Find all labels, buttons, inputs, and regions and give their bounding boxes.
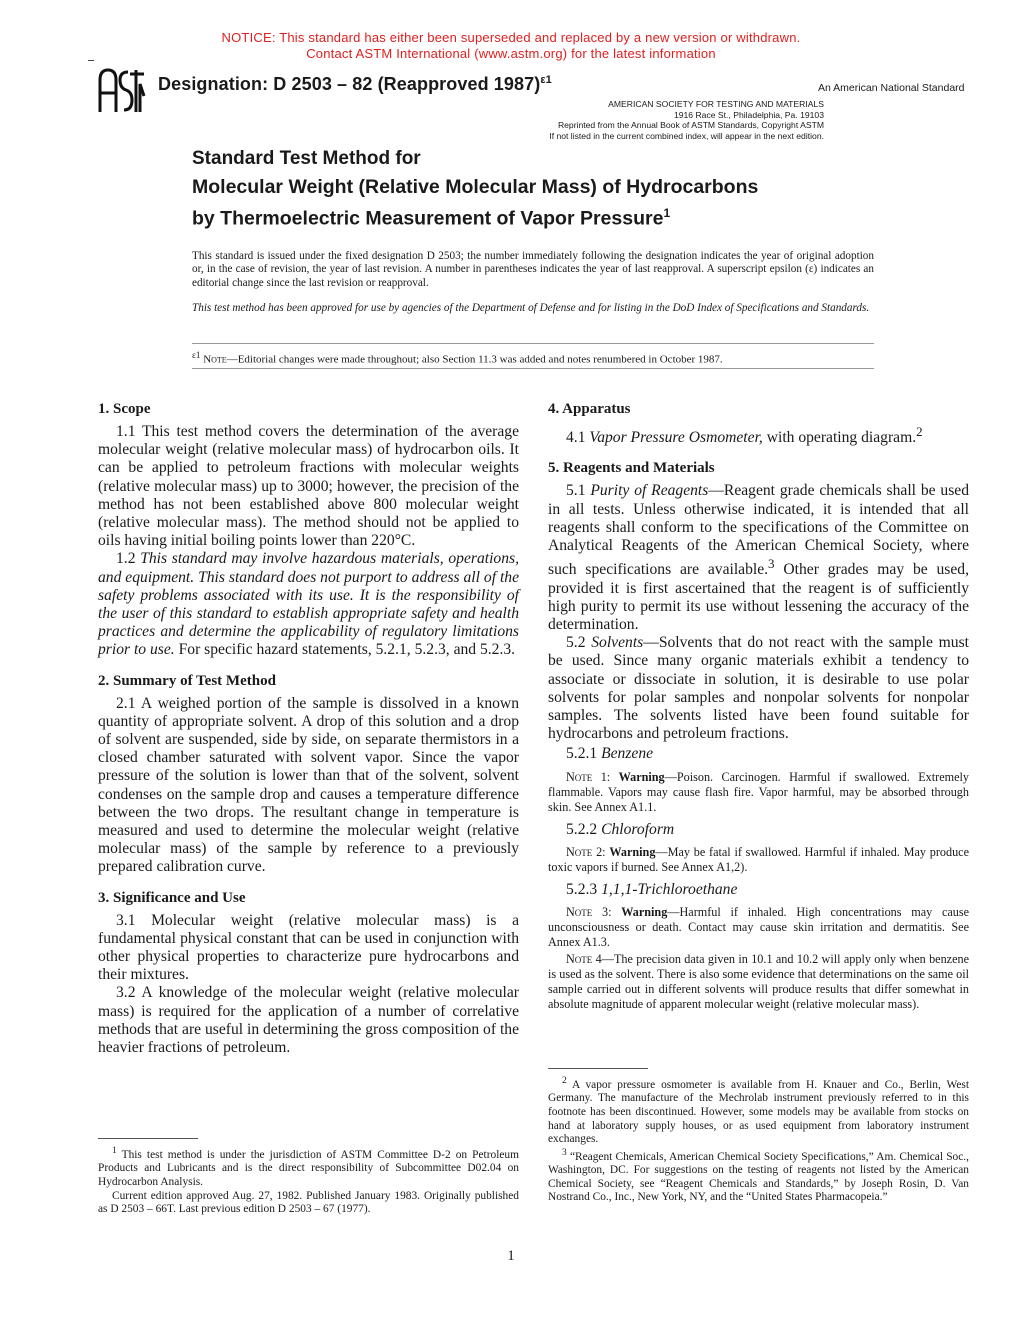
paragraph-5-2-3-num: 5.2.3 [566, 880, 598, 898]
title-line-3 [192, 200, 892, 232]
note-3 [548, 905, 969, 950]
editorial-note [192, 349, 874, 367]
paragraph-5-2-1-italic: Benzene [601, 745, 654, 763]
paragraph-4-1-italic: Vapor Pressure Osmometer, [589, 429, 763, 447]
footnote-1 [98, 1145, 519, 1190]
paragraph-5-2-num: 5.2 [566, 634, 586, 652]
society-line: AMERICAN SOCIETY FOR TESTING AND MATERIALS [608, 99, 824, 109]
title-footnote-mark: 1 [663, 206, 671, 220]
paragraph-5-2-3-italic: 1,1,1-Trichloroethane [601, 880, 738, 898]
note-rule-bottom [192, 368, 874, 369]
paragraph-5-1-b: Other grades may be used, provided it is first ascertained that the reagent is of sufficiently high purity to permit its use without lessening the accuracy of the determination. [548, 561, 969, 633]
paragraph-5-2-italic: Solvents [591, 634, 644, 652]
footnotes-left [98, 1138, 519, 1217]
footnote-2-mark: 2 [562, 1076, 567, 1086]
designation-text: Designation: D 2503 – 82 (Reapproved 1987) [158, 74, 541, 94]
footnotes-right [548, 1068, 969, 1205]
paragraph-5-2-1-num: 5.2.1 [566, 745, 598, 763]
paragraph-5-1-sup: 3 [768, 556, 775, 572]
title-line-3-text: by Thermoelectric Measurement of Vapor Pressure [192, 207, 664, 230]
footnote-2-text: A vapor pressure osmometer is available from H. Knauer and Co., Berlin, West Germany. The manufacture of the Mechrolab instrument previously referred to in this footnote has been discontinued. However, some models may be available from stocks on hand at laboratory supply houses, or as used equipment from laboratory instrument exchanges. [548, 1078, 969, 1146]
american-national-standard: An American National Standard [818, 82, 965, 94]
paragraph-4-1-rest: with operating diagram. [766, 429, 917, 447]
paragraph-1-2-rest: For specific hazard statements, 5.2.1, 5.2.3, and 5.2.3. [178, 641, 516, 659]
note-2-warning: Warning [609, 844, 656, 859]
note-4-text: —The precision data given in 10.1 and 10.2 will apply only when benzene is used as the solvent. There is also some evidence that determinations on the same oil sample carried out in different solvents will produce results that differ somewhat in absolute magnitude of apparent molecular weight (relative molecular mass). [548, 952, 969, 1012]
document-title [192, 148, 892, 232]
section-heading-summary: 2. Summary of Test Method [98, 672, 276, 689]
paragraph-5-2-3 [548, 881, 969, 899]
section-heading-significance: 3. Significance and Use [98, 889, 246, 906]
paragraph-3-2: 3.2 A knowledge of the molecular weight (relative molecular mass) is required for the application of a number of correlative methods that are useful in determining the gross composition of the heavier fractions of petroleum. [98, 984, 519, 1057]
paragraph-5-2-rest: —Solvents that do not react with the sample must be used. Since many organic materials exhibit a tendency to associate or dissociate in solution, it is desirable to use polar solvents for polar samples and nonpolar solvents for nonpolar samples. The solvents listed have been found suitable for hydrocarbons and petroleum fractions. [548, 634, 969, 743]
dod-approval-paragraph: This test method has been approved for use by agencies of the Department of Defense and for listing in the DoD Index of Specifications and Standards. [192, 302, 870, 314]
paragraph-5-1-a: —Reagent grade chemicals shall be used in all tests. Unless otherwise indicated, it is intended that all reagents shall conform to the specifications of the Committee on Analytical Reagents of the American Chemical Society, where such specifications are available. [548, 482, 969, 579]
editorial-note-label: Note [203, 353, 227, 366]
section-heading-reagents: 5. Reagents and Materials [548, 460, 715, 477]
note-3-text: —Harmful if inhaled. High concentrations may cause unconsciousness or death. Contact may cause skin irritation and dermatitis. See Annex A1.3. [548, 905, 970, 950]
paragraph-4-1-num: 4.1 [566, 429, 586, 447]
footnote-1-mark: 1 [112, 1146, 117, 1156]
footnote-rule [98, 1138, 198, 1139]
footnote-3-text: “Reagent Chemicals, American Chemical Society Specifications,” Am. Chemical Soc., Washington, DC. For suggestions on the testing of reagents not listed by the American Chemical Society, see “Reagent Chemicals and Standards,” by Joseph Rosin, D. Van Nostrand Co., Inc., New York, NY, and the “United States Pharmacopeia.” [548, 1150, 969, 1204]
note-4-label: Note 4 [566, 952, 602, 967]
society-line: Reprinted from the Annual Book of ASTM Standards, Copyright ASTM [557, 120, 824, 131]
paragraph-3-1: 3.1 Molecular weight (relative molecular mass) is a fundamental physical constant that can be used in conjunction with other physical properties to characterize pure hydrocarbons and their mixtures. [98, 911, 519, 984]
notice-banner [0, 30, 1022, 62]
note-rule-top [192, 343, 874, 344]
footnote-rule [548, 1068, 648, 1069]
paragraph-4-1 [548, 423, 969, 447]
left-column [98, 400, 519, 1057]
paragraph-2-1: 2.1 A weighed portion of the sample is dissolved in a known quantity of appropriate solvent. A drop of this solution and a drop of solvent are suspended, side by side, on separate thermistors in a closed chamber saturated with solvent vapor. Since the vapor pressure of the solution is lower than that of the solvent, solvent condenses on the sample drop and causes a temperature difference between the two drops. The resultant change in temperature is measured and used to determine the molecular weight (relative molecular mass) of the sample by reference to a previously prepared calibration curve. [98, 694, 519, 876]
society-line: 1916 Race St., Philadelphia, Pa. 19103 [673, 109, 824, 120]
right-column [548, 400, 969, 1018]
note-1 [548, 770, 969, 815]
note-2 [548, 845, 969, 875]
note-3-label: Note 3: [566, 905, 612, 920]
astm-logo-icon [96, 66, 148, 116]
note-1-text: —Poison. Carcinogen. Harmful if swallowed. Extremely flammable. Vapors may cause flash fire. Vapor harmful, may be absorbed through skin. See Annex A1.1. [548, 769, 969, 814]
footnote-3 [548, 1147, 969, 1205]
paragraph-5-1-num: 5.1 [566, 482, 586, 500]
paragraph-1-2-italic: This standard may involve hazardous materials, operations, and equipment. This standard does not purport to address all of the safety problems associated with its use. It is the responsibility of the user of this standard to establish appropriate safety and health practices and determine the applicability of regulatory limitations prior to use. [98, 550, 519, 659]
note-2-text: —May be fatal if swallowed. Harmful if inhaled. May produce toxic vapors if burned. See Annex A1,2). [548, 844, 970, 874]
footnote-1-text: This test method is under the jurisdiction of ASTM Committee D-2 on Petroleum Products and Lubricants and is the direct responsibility of Subcommittee D02.04 on Hydrocarbon Analysis. [98, 1148, 519, 1188]
paragraph-1-2-num: 1.2 [116, 550, 136, 568]
section-heading-scope: 1. Scope [98, 401, 151, 417]
society-line: If not listed in the current combined index, will appear in the next edition. [549, 130, 824, 141]
paragraph-5-2 [548, 634, 969, 743]
margin-mark [88, 60, 94, 61]
designation-epsilon: ε1 [540, 74, 552, 86]
paragraph-5-2-2-italic: Chloroform [601, 820, 675, 838]
section-heading-apparatus: 4. Apparatus [548, 401, 631, 417]
paragraph-1-2 [98, 550, 519, 659]
footnote-1-edition: Current edition approved Aug. 27, 1982. Published January 1983. Originally published as D 2503 – 66T. Last previous edition D 2503 – 67 (1977). [98, 1189, 519, 1216]
page-number: 1 [507, 1248, 515, 1264]
paragraph-4-1-sup: 2 [916, 424, 923, 439]
paragraph-5-2-2-num: 5.2.2 [566, 820, 598, 838]
note-4 [548, 952, 969, 1012]
note-2-label: Note 2: [566, 844, 606, 859]
title-line-1: Standard Test Method for [192, 148, 421, 169]
paragraph-1-1: 1.1 This test method covers the determination of the average molecular weight (relative molecular mass) of hydrocarbon oils. It can be applied to petroleum fractions with molecular weights (relative molecular mass) up to 3000; however, the precision of the method has not been established above 800 molecular weight (relative molecular mass). The method should not be applied to oils having initial boiling points lower than 220°C. [98, 423, 519, 550]
paragraph-5-2-1 [548, 745, 969, 763]
paragraph-5-1 [548, 482, 969, 634]
designation [158, 74, 552, 95]
paragraph-5-1-italic: Purity of Reagents [590, 482, 709, 500]
title-line-2: Molecular Weight (Relative Molecular Mass) of Hydrocarbons [192, 176, 759, 198]
society-block [440, 99, 824, 141]
intro-paragraph: This standard is issued under the fixed designation D 2503; the number immediately following the designation indicates the year of original adoption or, in the case of revision, the year of last revision. A number in parentheses indicates the year of last reapproval. A superscript epsilon (ε) indicates an editorial change since the last revision or reapproval. [192, 250, 874, 289]
editorial-note-text: —Editorial changes were made throughout; also Section 11.3 was added and notes renumbered in October 1987. [226, 353, 723, 366]
notice-line-1: NOTICE: This standard has either been superseded and replaced by a new version or withdrawn. [221, 30, 801, 45]
footnote-3-mark: 3 [562, 1147, 567, 1158]
note-1-warning: Warning [618, 769, 665, 784]
editorial-note-mark: ε1 [192, 350, 201, 360]
note-3-warning: Warning [621, 905, 668, 920]
notice-line-2: Contact ASTM International (www.astm.org) for the latest information [306, 46, 716, 61]
note-1-label: Note 1: [566, 769, 611, 784]
paragraph-5-2-2 [548, 821, 969, 839]
footnote-2 [548, 1075, 969, 1147]
